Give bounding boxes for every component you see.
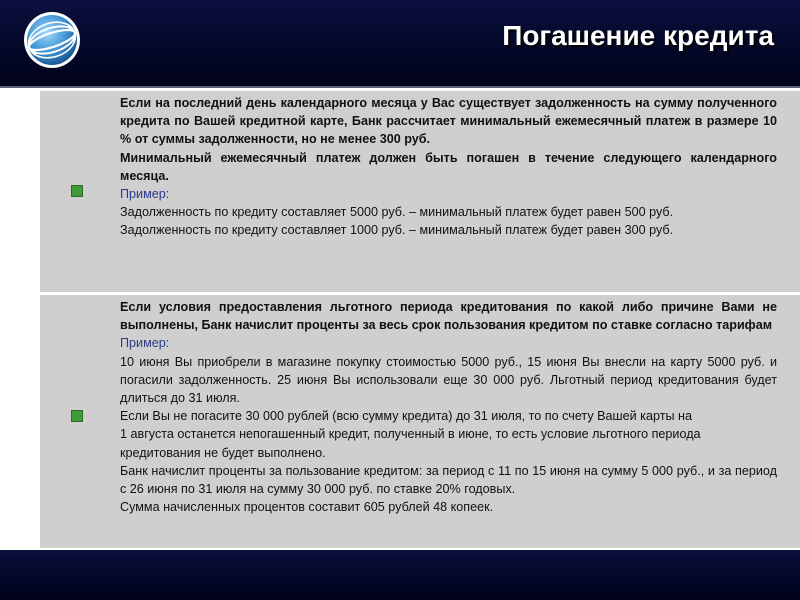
bullet-square-icon (71, 185, 83, 197)
example-label: Пример: (120, 336, 170, 351)
footer-bar (0, 550, 800, 600)
header-divider (0, 86, 800, 88)
example-line: Если Вы не погасите 30 000 рублей (всю сумму кредита) до 31 июля, то по счету Вашей карты на (120, 409, 692, 424)
example-line: Банк начислит проценты за пользование кредитом: за период с 11 по 15 июня на сумму 5 000 руб., и за период с 26 июня по 31 июля на сумму 30 000 руб. по ставке 20% годовых. (120, 463, 777, 497)
example-line: 1 августа останется непогашенный кредит, полученный в июне, то есть условие льготного периода кредитования не будет выполнено. (120, 427, 701, 460)
info-block-grace-period (40, 295, 800, 548)
company-logo-icon (22, 10, 82, 70)
example-line: Задолженность по кредиту составляет 5000 руб. – минимальный платеж будет равен 500 руб. (120, 205, 674, 220)
bullet-square-icon (71, 410, 83, 422)
page-title: Погашение кредита (502, 20, 774, 51)
paragraph-bold: Если условия предоставления льготного периода кредитования по какой либо причине Вами не выполнены, Банк начислит проценты за весь срок пользования кредитом по ставке согласно тарифам (120, 300, 777, 333)
block-text (120, 94, 777, 240)
paragraph-bold: Минимальный ежемесячный платеж должен быть погашен в течение следующего календарного месяца. (120, 150, 777, 183)
example-line: Задолженность по кредиту составляет 1000 руб. – минимальный платеж будет равен 300 руб. (120, 223, 674, 238)
example-line: Сумма начисленных процентов составит 605 рублей 48 копеек. (120, 500, 494, 515)
info-block-minimum-payment (40, 91, 800, 292)
example-label: Пример: (120, 187, 170, 202)
example-line: 10 июня Вы приобрели в магазине покупку стоимостью 5000 руб., 15 июня Вы внесли на карту 5000 руб. и погасили задолженность. 25 июня Вы использовали еще 30 000 руб. Льготный период кредитования будет длиться до 31 июля. (120, 354, 777, 406)
header-bar (0, 0, 800, 88)
block-text (120, 298, 777, 516)
paragraph-bold: Если на последний день календарного месяца у Вас существует задолженность на сумму полученного кредита по Вашей кредитной карте, Банк рассчитает минимальный ежемесячный платеж в размере 10 % от суммы задолженности, но не менее 300 руб. (120, 96, 777, 147)
